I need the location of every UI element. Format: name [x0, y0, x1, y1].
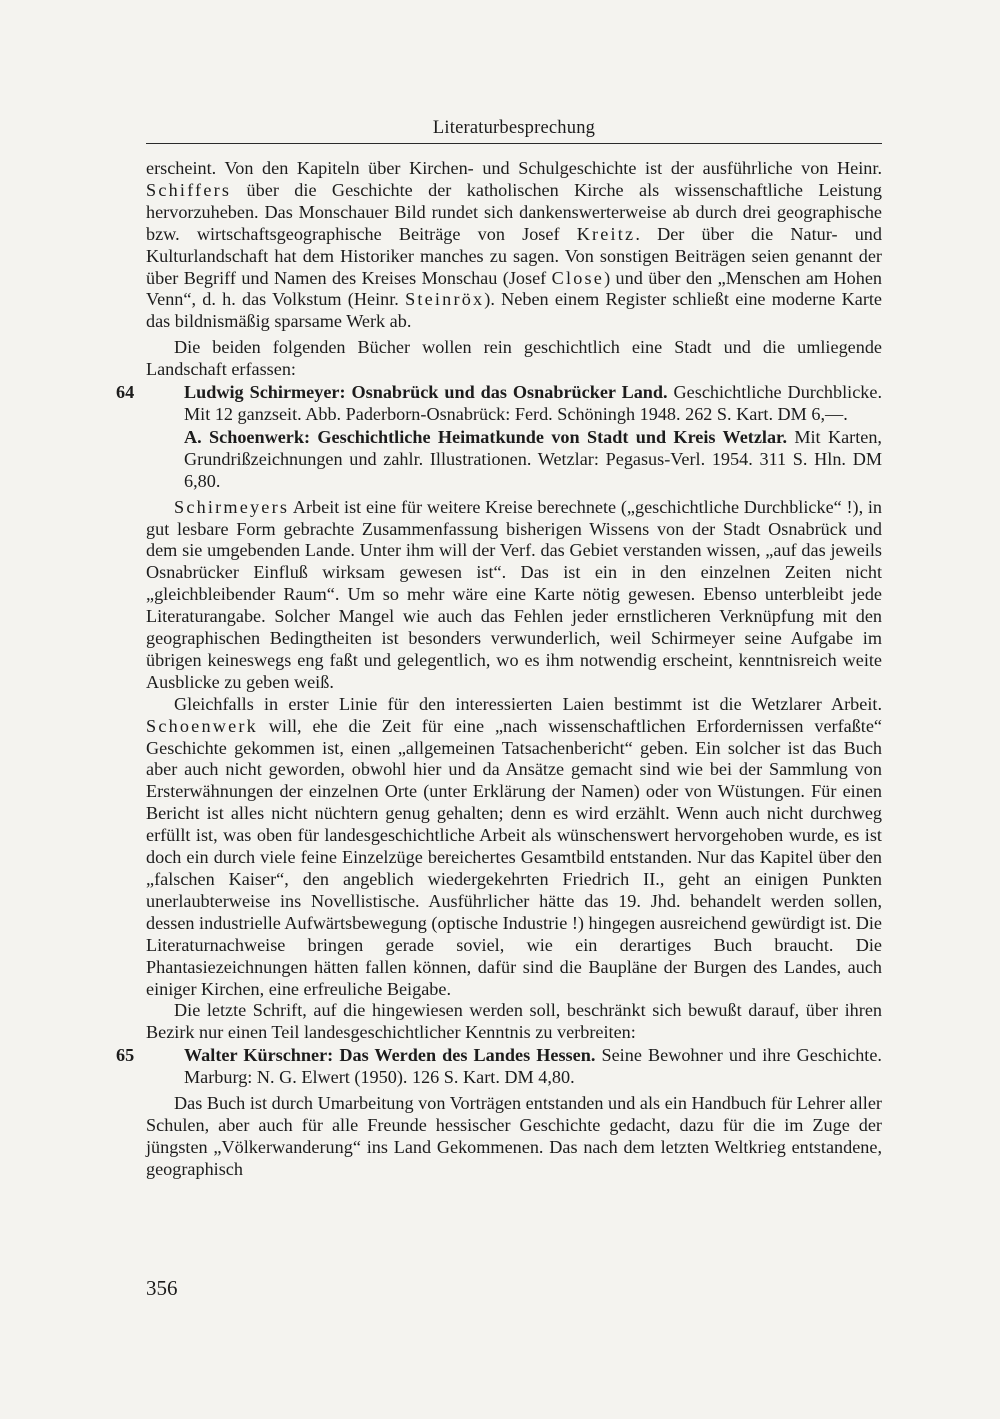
spaced-author-name: Kreitz [576, 223, 636, 244]
text-run: will, ehe die Zeit für eine „nach wissenschaftlichen Erfordernissen verfaßte“ Geschichte gekommen ist, einen „allgemeinen Tatsachenbericht“ geben. Ein solcher ist das Buch aber auch nicht geworden, obwohl hier und da Ansätze gemacht sind wie bei der Sammlung von Ersterwähnungen der einzelnen Orte (unter Erklärung der Namen) oder von Wüstungen. Für einen Bericht ist alles nicht nüchtern genug gehalten; denn es wird erzählt. Wenn auch nicht durchweg erfüllt ist, was oben für landesgeschichtliche Arbeit als wünschenswert hervorgehoben wurde, es ist doch ein durch viele feine Einzelzüge bereichertes Gesamtbild entstanden. Nur das Kapitel über den „falschen Kaiser“, den angeblich wiedergekehrten Friedrich II., geht an einigen Punkten unerlaubterweise ins Novellistische. Ausführlicher hätte das 19. Jhd. behandelt werden sollen, dessen industrielle Aufwärtsbewegung (optische Industrie !) hingegen ausreichend gewürdigt ist. Die Literaturnachweise bringen gerade soviel, wie ein derartiges Buch braucht. Die Phantasiezeichnungen hätten fallen können, dafür sind die Baupläne der Burgen des Landes, auch einiger Kirchen, eine erfreuliche Beigabe. [146, 715, 882, 999]
text-run: ) und über den „Menschen am Hohen Venn“, d. h. das Volkstum (Heinr. [146, 267, 882, 310]
paragraph-continuation [146, 158, 882, 333]
text-run: erscheint. Von den Kapiteln über Kirchen- und Schulgeschichte ist der ausführliche von Heinr. [146, 158, 882, 178]
spaced-author-name: Steinröx [405, 289, 485, 310]
spaced-author-name: Schirmeyers [174, 496, 290, 517]
bibliography-entry-64b [146, 427, 882, 493]
entry-title: Ludwig Schirmeyer: Osnabrück und das Osnabrücker Land. [184, 382, 668, 403]
entry-title: Walter Kürschner: Das Werden des Landes Hessen. [184, 1045, 596, 1066]
entry-title: A. Schoenwerk: Geschichtliche Heimatkunde von Stadt und Kreis Wetzlar. [184, 426, 787, 447]
entry-details: Mit Karten, Grundrißzeichnungen und zahlr. Illustrationen. Wetzlar: Pegasus-Verl. 1954. 311 S. Hln. DM 6,80. [184, 426, 882, 491]
entry-details: Geschichtliche Durchblicke. Mit 12 ganzseit. Abb. Paderborn-Osnabrück: Ferd. Schöningh 1948. 262 S. Kart. DM 6,—. [184, 382, 882, 424]
spaced-author-name: Schiffers [146, 179, 232, 200]
running-header [146, 118, 882, 144]
paragraph-kuerschner-review: Das Buch ist durch Umarbeitung von Vorträgen entstanden und als ein Handbuch für Lehrer aller Schulen, aber auch für alle Freunde hessischer Geschichte gedacht, dazu für die im Zuge der jüngsten „Völkerwanderung“ ins Land Gekommenen. Das nach dem letzten Weltkrieg entstandene, geographisch [146, 1093, 882, 1179]
paragraph-schoenwerk-review [146, 694, 882, 1001]
entry-details: Seine Bewohner und ihre Geschichte. Marburg: N. G. Elwert (1950). 126 S. Kart. DM 4,80. [184, 1045, 882, 1088]
entry-number: 64 [116, 382, 135, 403]
entry-number: 65 [116, 1045, 135, 1066]
header-title: Literaturbesprechung [432, 118, 596, 138]
paragraph-intro-last-book: Die letzte Schrift, auf die hingewiesen werden soll, beschränkt sich bewußt darauf, über ihren Bezirk nur einen Teil landesgeschichtlicher Kenntnis zu verbreiten: [146, 1000, 882, 1043]
paragraph-schirmeyer-review [146, 497, 882, 694]
spaced-author-name: Schoenwerk [146, 715, 258, 736]
bibliography-entry-65 [116, 1045, 882, 1089]
spaced-author-name: Close [551, 267, 605, 288]
text-run: Arbeit ist eine für weitere Kreise berechnete („geschichtliche Durchblicke“ !), in gut lesbare Form gebrachte Zusammenfassung bisherigen Wissens von der Stadt Osnabrück und dem sie umgebenden Lande. Unter ihm will der Verf. das Gebiet verstanden wissen, „auf das jeweils Osnabrücker Einfluß wirksam gewesen ist“. Das ist ein in den einzelnen Zeiten nicht „gleichbleibender Raum“. Um so mehr wäre eine Karte nötig gewesen. Ebenso unterbleibt jede Literaturangabe. Solcher Mangel wie auch das Fehlen jeder ernstlicheren Verknüpfung mit den geographischen Bedingtheiten ist besonders verwunderlich, weil Schirmeyer seine Aufgabe im übrigen keineswegs eng faßt und gelegentlich, wo es ihm notwendig erscheint, kenntnisreich weite Ausblicke zu geben weiß. [146, 496, 882, 692]
text-run: über die Geschichte der katholischen Kirche als wissenschaftliche Leistung hervorzuheben. Das Monschauer Bild rundet sich dankenswerterweise ab durch drei geographische bzw. wirtschaftsgeographische Beiträge von Josef [146, 179, 882, 244]
text-run: ). Neben einem Register schließt eine moderne Karte das bildnismäßig sparsame Werk ab. [146, 289, 882, 332]
text-column [116, 158, 882, 1181]
text-run: . Der über die Natur- und Kulturlandschaft hat dem Historiker manches zu sagen. Von sonstigen Beiträgen seien genannt der über Begriff und Namen des Kreises Monschau (Josef [146, 223, 882, 288]
paragraph-intro-two-books: Die beiden folgenden Bücher wollen rein geschichtlich eine Stadt und die umliegende Landschaft erfassen: [146, 337, 882, 380]
text-run: Gleichfalls in erster Linie für den interessierten Laien bestimmt ist die Wetzlarer Arbeit. [174, 693, 882, 714]
bibliography-entry-64 [116, 382, 882, 426]
page-number: 356 [146, 1276, 178, 1300]
